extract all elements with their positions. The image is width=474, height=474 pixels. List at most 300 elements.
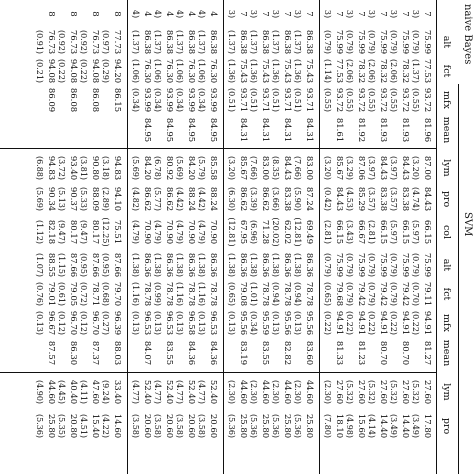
svm-sd-cell: (0.13) [293,310,302,336]
svm-value-cell: 84.43 [422,186,432,212]
nb-sd-cell [174,115,185,145]
nb-value-cell: 93.72 [378,87,388,113]
svm-sd-cell: (4.42) [197,186,206,212]
nb-value-cell: 84.95 [186,117,196,143]
svm-value-cell: 94.83 [46,155,56,181]
svm-sd-cell: (4.22) [101,413,110,439]
nb-sd-cell: (0.79) [323,29,332,55]
svm-value-cell: 20.60 [186,413,196,439]
nb-sd-cell: (0.55) [323,87,332,113]
nb-sd-cell: 4) [197,9,206,19]
svm-value-cell: 80.17 [90,219,100,245]
svm-value-cell: 18.10 [334,413,344,439]
nb-sd-cell [292,115,303,145]
svm-value-cell: 78.78 [142,281,152,307]
svm-sd-cell: (7.80) [323,413,332,439]
svm-value-cell: 86.62 [238,186,248,212]
svm-sd-cell: (1.38) [197,252,206,278]
nb-sd-cell: (1.37) [293,29,302,55]
nb-value-cell: 77.53 [334,58,344,84]
svm-sd-cell [388,338,399,368]
svm-value-cell: 52.40 [208,379,218,405]
svm-value-cell: 81.27 [422,340,432,366]
svm-sd-cell: (1.16) [197,281,206,307]
nb-sd-cell [322,115,333,145]
nb-value-cell: 81.93 [378,117,388,143]
svm-value-cell: 83.55 [164,340,174,366]
svm-value-cell: 96.67 [46,310,56,336]
nb-value-cell: 76.73 [90,29,100,55]
svm-sd-cell: (0.22) [345,310,354,336]
nb-sd-cell: (0.21) [35,58,44,84]
nb-sd-cell [78,4,89,24]
svm-value-cell: 95.56 [304,310,314,336]
svm-value-cell: 94.91 [356,310,366,336]
svm-value-cell: 87.00 [422,155,432,181]
svm-value-cell: 87.66 [68,252,78,278]
svm-sd-cell: (3.49) [389,413,398,439]
svm-sd-cell: (0.95) [101,252,110,278]
svm-sd-cell: (0.13) [131,310,140,336]
nb-sd-cell [388,115,399,145]
nb-sd-cell [34,4,45,24]
svm-sd-cell: (3.18) [101,155,110,181]
svm-value-cell: 86.36 [304,252,314,278]
nb-sd-cell: (0.55) [345,87,354,113]
nb-sd-cell: (2.06) [345,58,354,84]
svm-value-cell: 75.99 [356,252,366,278]
svm-sd-cell: (9.47) [57,219,66,245]
svm-sd-cell: (2.89) [101,186,110,212]
svm-value-cell: 80.92 [164,155,174,181]
svm-sd-cell: (3.20) [227,155,236,181]
nb-value-cell: 75.43 [282,58,292,84]
nb-value-cell: 86.38 [238,29,248,55]
nb-sd-cell: (1.37) [411,58,420,84]
svm-value-cell: 70.90 [186,219,196,245]
svm-value-cell: 86.36 [142,252,152,278]
svm-value-cell: 27.60 [400,379,410,405]
nb-sd-cell: (0.51) [249,87,258,113]
svm-sd-cell [410,338,421,368]
svm-sd-cell: (2.81) [367,219,376,245]
svm-sd-cell: (3.58) [131,413,140,439]
svm-col-fct: fct [441,287,452,301]
svm-sd-cell: (6.88) [35,155,44,181]
nb-value-cell: 77.53 [422,58,432,84]
svm-value-cell: 88.55 [46,252,56,278]
svm-sd-cell: (1.38) [227,252,236,278]
nb-value-cell: 81.61 [334,117,344,143]
nb-value-cell: 77.73 [112,29,122,55]
svm-sd-cell: (0.76) [35,281,44,307]
nb-value-cell: 86.38 [164,29,174,55]
svm-sd-cell: (1.38) [249,252,258,278]
svm-value-cell: 75.99 [378,252,388,278]
svm-group-header: SVM [462,212,473,237]
nb-value-cell: 7 [238,11,248,17]
svm-sd-cell: (4.77) [175,379,184,405]
svm-value-cell: 75.99 [422,252,432,278]
nb-sd-cell [196,115,207,145]
svm-value-cell: 25.80 [304,413,314,439]
svm-sd-cell: (5.79) [197,155,206,181]
nb-sd-cell [344,115,355,145]
svm-sd-cell: (4.14) [367,413,376,439]
nb-value-cell: 86.15 [112,87,122,113]
svm-sd-cell: (9.24) [101,379,110,405]
svm-value-cell: 96.70 [68,310,78,336]
svm-sd-cell: (3.97) [389,155,398,181]
svm-sd-cell: (4.42) [175,186,184,212]
svm-value-cell: 79.08 [238,281,248,307]
svm-value-cell: 87.06 [356,155,366,181]
svm-sd-cell: (5.69) [175,155,184,181]
svm-value-cell: 94.91 [378,310,388,336]
svm-sd-cell: (2.30) [227,379,236,405]
svm-value-cell: 84.07 [142,340,152,366]
nb-sd-cell: (0.51) [227,87,236,113]
svm-value-cell: 25.80 [282,413,292,439]
nb-sd-cell: (0.55) [411,87,420,113]
svm-sd-cell: (3.57) [367,186,376,212]
svm-sd-cell [292,338,303,368]
svm-value-cell: 96.70 [90,310,100,336]
nb-value-cell: 93.99 [186,87,196,113]
svm-value-cell: 94.10 [112,186,122,212]
svm-sd-cell: (3.97) [367,155,376,181]
svm-value-cell: 90.34 [46,186,56,212]
svm-sd-cell: (0.99) [153,281,162,307]
svm-sd-cell: (0.27) [101,310,110,336]
nb-value-cell: 7 [304,11,314,17]
svm-sd-cell: (4.77) [197,379,206,405]
svm-sd-cell: (1.12) [35,219,44,245]
svm-sd-cell: (3.81) [79,155,88,181]
nb-sd-cell [248,115,259,145]
svm-sd-cell: (0.79) [389,281,398,307]
nb-value-cell [89,115,100,145]
svm-sd-cell: (5.97) [389,219,398,245]
nb-sd-cell: 4) [175,9,184,19]
svm-sd-cell [78,338,89,368]
svm-sd-cell: (0.95) [79,252,88,278]
nb-sd-cell [100,86,111,114]
nb-sd-cell [366,115,377,145]
svm-value-cell: 86.36 [208,252,218,278]
svm-sd-cell: (3.43) [345,219,354,245]
svm-value-cell: 70.90 [142,219,152,245]
nb-sd-cell [270,115,281,145]
svm-value-cell: 44.60 [260,379,270,405]
svm-value-cell: 90.37 [68,186,78,212]
nb-sd-cell: 3) [271,9,280,19]
svm-sd-cell: (8.35) [271,155,280,181]
svm-sd-cell: (2.30) [271,379,280,405]
nb-sd-cell: (0.97) [101,29,110,55]
nb-value-cell: 93.71 [304,87,314,113]
nb-value-cell: 81.93 [400,117,410,143]
svm-sd-cell: (0.65) [227,281,236,307]
svm-value-cell: 70.90 [208,219,218,245]
svm-sd-cell: (2.30) [249,379,258,405]
nb-sd-cell: (2.06) [367,58,376,84]
svm-value-cell: 66.15 [334,219,344,245]
nb-value-cell: 78.32 [378,58,388,84]
nb-value-cell: 84.31 [238,117,248,143]
svm-value-cell: 79.05 [68,281,78,307]
svm-sd-cell: (1.38) [131,252,140,278]
nb-sd-cell: (0.55) [389,87,398,113]
nb-value-cell: 75.43 [238,58,248,84]
svm-value-cell: 27.60 [422,379,432,405]
svm-sd-cell: (0.79) [411,252,420,278]
nb-value-cell: 75.99 [356,29,366,55]
nb-sd-cell: 3) [367,9,376,19]
svm-value-cell: 78.78 [164,281,174,307]
svm-sd-cell [174,338,185,368]
nb-sd-cell: (0.92) [57,29,66,55]
svm-sd-cell [226,338,237,368]
svm-sd-cell: (3.29) [345,155,354,181]
svm-value-cell: 27.60 [356,379,366,405]
svm-sd-cell: (5.36) [227,413,236,439]
nb-sd-cell [130,115,141,145]
svm-value-cell: 85.29 [356,186,366,212]
nb-sd-cell: (0.92) [79,29,88,55]
nb-value-cell: 7 [260,11,270,17]
nb-sd-cell: 3) [293,9,302,19]
nb-value-cell: 86.09 [46,87,56,113]
svm-value-cell: 88.09 [90,186,100,212]
nb-value-cell: 84.31 [282,117,292,143]
nb-sd-cell: (1.14) [323,58,332,84]
svm-value-cell: 87.57 [46,340,56,366]
nb-value-cell: 78.32 [356,58,366,84]
nb-sd-cell [56,115,67,145]
svm-sd-cell: (12.81) [227,217,236,247]
nb-sd-cell: 4) [153,9,162,19]
svm-value-cell: 95.59 [260,310,270,336]
svm-mean-divider [0,372,437,373]
nb-sd-cell [100,115,111,145]
svm-sd-cell: (3.58) [197,413,206,439]
svm-value-cell: 66.67 [356,219,366,245]
nb-value-cell: 78.32 [400,58,410,84]
nb-sd-cell: 3) [249,9,258,19]
nb-sd-cell [410,115,421,145]
svm-sd-cell: (5.36) [249,413,258,439]
svm-sd-cell: (12.25) [101,217,110,247]
svm-sd-cell: (5.90) [293,186,302,212]
svm-sd-cell [196,338,207,368]
nb-sd-cell: (0.34) [131,87,140,113]
nb-sd-cell [56,4,67,24]
nb-value-cell: 94.08 [90,58,100,84]
nb-sd-cell [34,86,45,114]
svm-sd-cell: (0.79) [367,281,376,307]
nb-value-cell: 84.95 [142,117,152,143]
nb-col-fct: fct [441,64,452,78]
svm-sd-cell: (5.36) [35,413,44,439]
svm-sd-cell: (5.13) [57,186,66,212]
svm-sd-cell: (0.79) [345,281,354,307]
svm-value-cell: 27.60 [378,379,388,405]
svm-value-cell: 84.43 [282,155,292,181]
nb-value-cell: 86.08 [68,87,78,113]
nb-value-cell: 76.73 [46,29,56,55]
svm-value-cell: 52.40 [186,379,196,405]
nb-sd-cell [78,115,89,145]
svm-value-cell: 82.18 [46,219,56,245]
svm-value-cell: 86.36 [164,252,174,278]
svm-sd-cell: (5.97) [411,219,420,245]
svm-sd-cell: (4.98) [345,413,354,439]
svm-sd-cell: (12.81) [293,217,302,247]
nb-sd-cell: (1.06) [197,58,206,84]
svm-value-cell: 94.91 [400,310,410,336]
svm-value-cell: 27.60 [334,379,344,405]
nb-value-cell: 93.71 [260,87,270,113]
svm-value-cell: 78.78 [260,281,270,307]
svm-value-cell: 71.28 [260,219,270,245]
svm-sd-cell: (0.13) [35,310,44,336]
nb-sd-cell: 3) [389,9,398,19]
svm-value-cell: 86.62 [164,186,174,212]
nb-value-cell: 86.38 [282,29,292,55]
nb-value-cell: 84.95 [164,117,174,143]
svm-sd-cell: (0.68) [101,281,110,307]
svm-value-cell: 87.66 [112,252,122,278]
svm-value-cell: 84.43 [334,186,344,212]
svm-sd-cell: (3.39) [249,186,258,212]
svm-value-cell: 14.40 [378,413,388,439]
svm-sd-cell: (3.66) [271,186,280,212]
nb-value-cell: 93.72 [356,87,366,113]
nb-sd-cell: (1.36) [293,58,302,84]
svm-value-cell: 66.15 [400,219,410,245]
nb-value-cell: 75.43 [304,58,314,84]
nb-value-cell: 93.99 [164,87,174,113]
nb-sd-cell [100,4,111,24]
header-rule [436,0,437,474]
nb-value-cell: 94.08 [46,58,56,84]
nb-sd-cell: (2.06) [389,58,398,84]
svm-sd-cell: (0.42) [323,186,332,212]
nb-value-cell: 86.38 [208,29,218,55]
svm-value-cell: 44.60 [238,379,248,405]
nb-sd-cell: (0.29) [101,58,110,84]
svm-value-cell: 83.38 [282,186,292,212]
svm-col-mfx: mfx [441,314,452,332]
svm-value-cell: 70.90 [164,219,174,245]
svm-sd-cell: (3.57) [389,186,398,212]
nb-value-cell: 8 [112,11,122,17]
nb-col-mfx: mfx [441,91,452,109]
svm-col-alt: alt [441,258,452,272]
svm-value-cell: 20.60 [142,413,152,439]
block-separator [223,0,224,474]
svm-sd-cell: (2.81) [323,219,332,245]
nb-sd-cell: (0.79) [411,29,420,55]
svm-sd-cell: (5.69) [35,186,44,212]
svm-value-cell: 96.53 [208,310,218,336]
svm-value-cell: 86.62 [142,186,152,212]
nb-value-cell: 75.99 [422,29,432,55]
svm-col-lym: lym [441,159,452,177]
svm-sd-cell: (0.22) [323,310,332,336]
svm-sd-cell: (4.82) [131,186,140,212]
nb-value-cell: 8 [90,11,100,17]
svm-value-cell: 14.60 [112,413,122,439]
svm-sd-cell [344,338,355,368]
svm-value-cell: 67.95 [238,219,248,245]
nb-value-cell [45,115,56,145]
svm-sd-cell: (5.33) [79,186,88,212]
svm-sd-cell: (0.13) [175,310,184,336]
svm-value-cell: 88.24 [186,186,196,212]
svm-value-cell: 75.51 [112,219,122,245]
svm-value-cell: 87.24 [304,186,314,212]
svm-sd-cell: (4.79) [153,219,162,245]
nb-value-cell [111,115,122,145]
nb-value-cell: 84.31 [260,117,270,143]
svm-value-cell: 94.83 [112,155,122,181]
svm-sd-cell [130,338,141,368]
nb-sd-cell: (0.79) [367,29,376,55]
svm-value-cell: 95.56 [282,310,292,336]
nb-value-cell: 93.72 [422,87,432,113]
nb-value-cell: 93.71 [282,87,292,113]
svm-value-cell: 81.33 [334,340,344,366]
svm-value-cell: 83.38 [378,186,388,212]
svm-sd-cell: (2.30) [293,379,302,405]
svm-sd-cell: (3.72) [57,155,66,181]
nb-sd-cell: (0.91) [35,29,44,55]
nb-value-cell: 75.43 [260,58,270,84]
svm-value-cell: 83.60 [304,340,314,366]
svm-value-cell: 44.60 [282,379,292,405]
svm-value-cell: 79.42 [378,281,388,307]
svm-value-cell: 75.99 [334,252,344,278]
svm-value-cell: 86.36 [282,252,292,278]
svm-sd-cell: (0.79) [345,252,354,278]
svm-sd-cell: (4.51) [79,413,88,439]
svm-col-pro-2: pro [441,417,452,435]
svm-value-cell: 25.80 [238,413,248,439]
nb-value-cell: 81.96 [422,117,432,143]
nb-sd-cell: (0.34) [153,87,162,113]
nb-value-cell: 76.30 [142,58,152,84]
nb-sd-cell: (1.37) [175,29,184,55]
svm-value-cell: 94.91 [334,310,344,336]
svm-sd-cell: (1.07) [35,252,44,278]
nb-value-cell: 86.38 [260,29,270,55]
svm-value-cell: 84.36 [186,340,196,366]
svm-sd-cell: (4.77) [153,379,162,405]
svm-value-cell: 66.15 [422,219,432,245]
svm-sd-cell: (0.22) [367,310,376,336]
nb-value-cell: 7 [282,11,292,17]
svm-sd-cell: (4.79) [131,219,140,245]
svm-value-cell: 84.20 [142,155,152,181]
svm-sd-cell: (0.79) [389,252,398,278]
svm-value-cell: 44.60 [46,379,56,405]
nb-sd-cell [78,86,89,114]
nb-value-cell: 93.72 [334,87,344,113]
nb-value-cell: 7 [400,11,410,17]
svm-value-cell: 44.60 [304,379,314,405]
